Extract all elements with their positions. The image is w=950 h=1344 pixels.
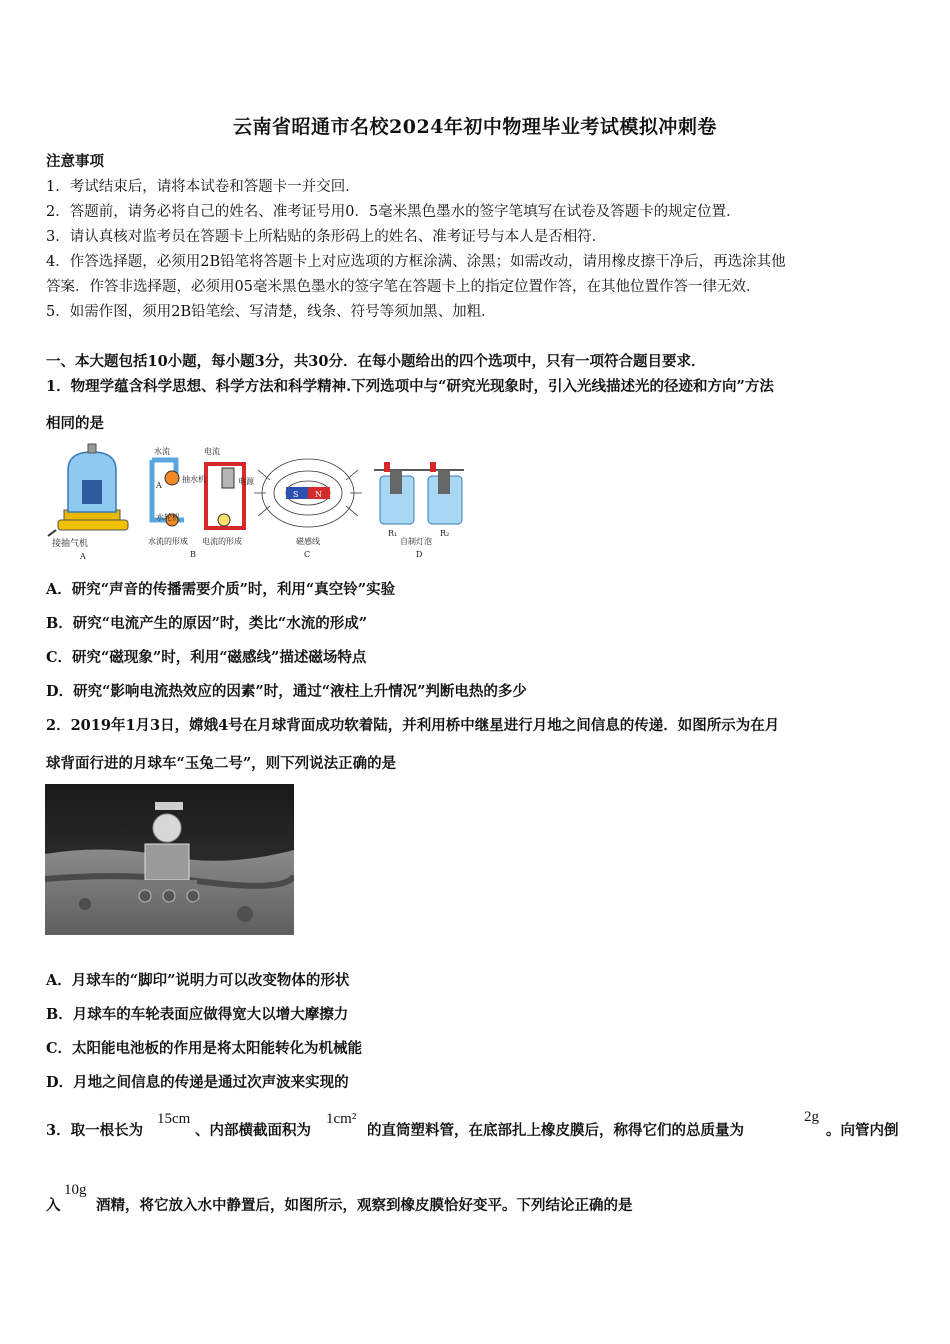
caption-homemade-bulb: 自制灯泡: [400, 537, 432, 546]
q2-option-d[interactable]: D．月地之间信息的传递是通过次声波来实现的: [46, 1074, 349, 1091]
q1-figure: [44, 440, 464, 564]
lunar-rover-photo: [45, 784, 294, 935]
label-water-turbine: 水轮机: [156, 513, 180, 522]
q1-option-d[interactable]: D．研究“影响电流热效应的因素”时，通过“液柱上升情况”判断电热的多少: [46, 683, 527, 700]
caption-current: 电流的形成: [202, 537, 242, 546]
q2-option-a[interactable]: A．月球车的“脚印”说明力可以改变物体的形状: [46, 972, 350, 989]
q1-option-b[interactable]: B．研究“电流产生的原因”时，类比“水流的形成”: [46, 615, 368, 632]
q1-stem: 1．物理学蕴含科学思想、科学方法和科学精神.下列选项中与“研究光现象时，引入光线描述光的径迹和方向”方法: [46, 378, 774, 395]
caption-field-lines: 磁感线: [296, 537, 320, 546]
label-current: 电流: [204, 447, 220, 456]
notice-item: 4．作答选择题，必须用2B铅笔将答题卡上对应选项的方框涂满、涂黑；如需改动，请用橡皮擦干净后，再选涂其他: [46, 254, 786, 270]
page-title: 云南省昭通市名校2024年初中物理毕业考试模拟冲刺卷: [233, 116, 717, 138]
label-s: S: [293, 490, 299, 499]
q2-option-b[interactable]: B．月球车的车轮表面应做得宽大以增大摩擦力: [46, 1006, 349, 1023]
q3-alcohol-mass-value: 10g: [64, 1182, 87, 1198]
q2-stem-cont: 球背面行进的月球车“玉兔二号”，则下列说法正确的是: [46, 755, 397, 772]
label-r2: R₂: [440, 529, 450, 538]
q1-stem-cont: 相同的是: [46, 415, 104, 432]
q3-stem-line2a: 入: [46, 1197, 61, 1214]
notice-item: 5．如需作图，须用2B铅笔绘、写清楚，线条、符号等须加黑、加粗．: [46, 304, 496, 320]
q1-option-c[interactable]: C．研究“磁现象”时，利用“磁感线”描述磁场特点: [46, 649, 367, 666]
q3-stem-line2b: 酒精，将它放入水中静置后，如图所示，观察到橡皮膜恰好变平。下列结论正确的是: [96, 1197, 633, 1214]
label-point-a: A: [156, 481, 162, 490]
homemade-bulb-illustration: [374, 462, 464, 524]
section-heading: 一、本大题包括10小题，每小题3分，共30分．在每小题给出的四个选项中，只有一项符合题目要求．: [46, 353, 706, 370]
label-r1: R₁: [388, 529, 398, 538]
figure-d-letter: D: [416, 550, 423, 559]
notice-item: 1．考试结束后，请将本试卷和答题卡一并交回．: [46, 179, 360, 195]
q3-area-value: 1cm²: [326, 1111, 357, 1127]
label-power-source: 电源: [238, 477, 254, 486]
label-pump: 抽水机: [182, 475, 206, 484]
notice-item: 答案．作答非选择题，必须用05毫米黑色墨水的签字笔在答题卡上的指定位置作答，在其他位置作答一律无效．: [46, 279, 761, 295]
label-n: N: [315, 490, 322, 499]
q3-stem-part1: 3．取一根长为: [46, 1122, 144, 1139]
q2-option-c[interactable]: C．太阳能电池板的作用是将太阳能转化为机械能: [46, 1040, 363, 1057]
q2-stem: 2．2019年1月3日，嫦娥4号在月球背面成功软着陆，并利用桥中继星进行月地之间信息的传递．如图所示为在月: [46, 717, 780, 734]
notice-heading: 注意事项: [46, 153, 104, 170]
label-water-flow: 水流: [154, 447, 170, 456]
q1-option-a[interactable]: A．研究“声音的传播需要介质”时，利用“真空铃”实验: [46, 581, 396, 598]
figure-a-label: 接抽气机: [52, 539, 89, 549]
q3-stem-part3: 的直筒塑料管，在底部扎上橡皮膜后，称得它们的总质量为: [367, 1122, 744, 1139]
q3-stem-part4: 。向管内倒: [826, 1122, 899, 1139]
q3-mass-value: 2g: [804, 1109, 819, 1125]
notice-item: 3．请认真核对监考员在答题卡上所粘贴的条形码上的姓名、准考证号与本人是否相符．: [46, 229, 607, 245]
figure-b-letter: B: [190, 550, 196, 559]
notice-item: 2．答题前，请务必将自己的姓名、准考证号用0．5毫米黑色墨水的签字笔填写在试卷及答题卡的规定位置．: [46, 204, 741, 220]
q3-stem-part2: 、内部横截面积为: [195, 1122, 311, 1139]
caption-water-flow: 水流的形成: [148, 537, 188, 546]
figure-c-letter: C: [304, 550, 311, 559]
q3-length-value: 15cm: [157, 1111, 191, 1127]
bell-jar-illustration: [48, 444, 128, 536]
figure-a-letter: A: [80, 552, 86, 561]
